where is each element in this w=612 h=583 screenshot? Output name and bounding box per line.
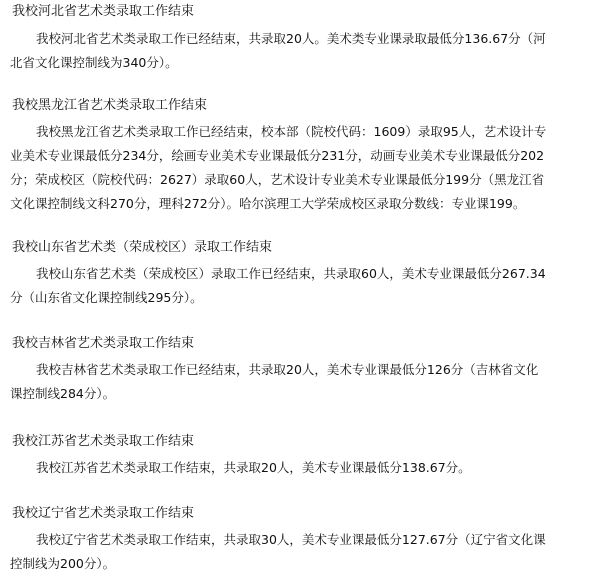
news-body — [10, 27, 602, 75]
news-body-line: 分（山东省文化课控制线295分）。 — [10, 290, 203, 305]
news-title: 我校辽宁省艺术类录取工作结束 — [12, 506, 195, 521]
news-body-line: 分；荣成校区（院校代码：2627）录取60人，艺术设计专业美术专业课最低分199分（黑龙江省 — [10, 172, 545, 187]
news-body-line: 北省文化课控制线为340分）。 — [10, 55, 178, 70]
news-body-line: 控制线为200分）。 — [10, 556, 116, 571]
news-body-line: 我校吉林省艺术类录取工作已经结束，共录取20人，美术专业课最低分126分（吉林省文化 — [36, 362, 539, 377]
news-body-line: 我校山东省艺术类（荣成校区）录取工作已经结束，共录取60人，美术专业课最低分267.34 — [36, 266, 546, 281]
news-title: 我校黑龙江省艺术类录取工作结束 — [12, 98, 208, 113]
news-body-line: 我校黑龙江省艺术类录取工作已经结束，校本部（院校代码：1609）录取95人，艺术设计专 — [36, 124, 547, 139]
news-body — [10, 528, 602, 576]
news-body-line: 业美术专业课最低分234分，绘画专业美术专业课最低分231分，动画专业美术专业课最低分202 — [10, 148, 545, 163]
news-body-line: 我校辽宁省艺术类录取工作结束，共录取30人，美术专业课最低分127.67分（辽宁省文化课 — [36, 532, 546, 547]
news-body-line: 课控制线284分）。 — [10, 386, 116, 401]
news-body-line: 文化课控制线文科270分，理科272分）。哈尔滨理工大学荣成校区录取分数线：专业课199。 — [10, 196, 526, 211]
news-body — [10, 456, 602, 480]
news-body-line: 我校江苏省艺术类录取工作结束，共录取20人，美术专业课最低分138.67分。 — [36, 460, 471, 475]
news-title: 我校河北省艺术类录取工作结束 — [12, 4, 195, 19]
news-body-line: 我校河北省艺术类录取工作已经结束，共录取20人。美术类专业课录取最低分136.67分（河 — [36, 31, 546, 46]
news-body — [10, 358, 602, 406]
news-title: 我校江苏省艺术类录取工作结束 — [12, 434, 195, 449]
news-body — [10, 262, 602, 310]
news-title: 我校吉林省艺术类录取工作结束 — [12, 336, 195, 351]
news-body — [10, 120, 602, 216]
news-title: 我校山东省艺术类（荣成校区）录取工作结束 — [12, 240, 273, 255]
